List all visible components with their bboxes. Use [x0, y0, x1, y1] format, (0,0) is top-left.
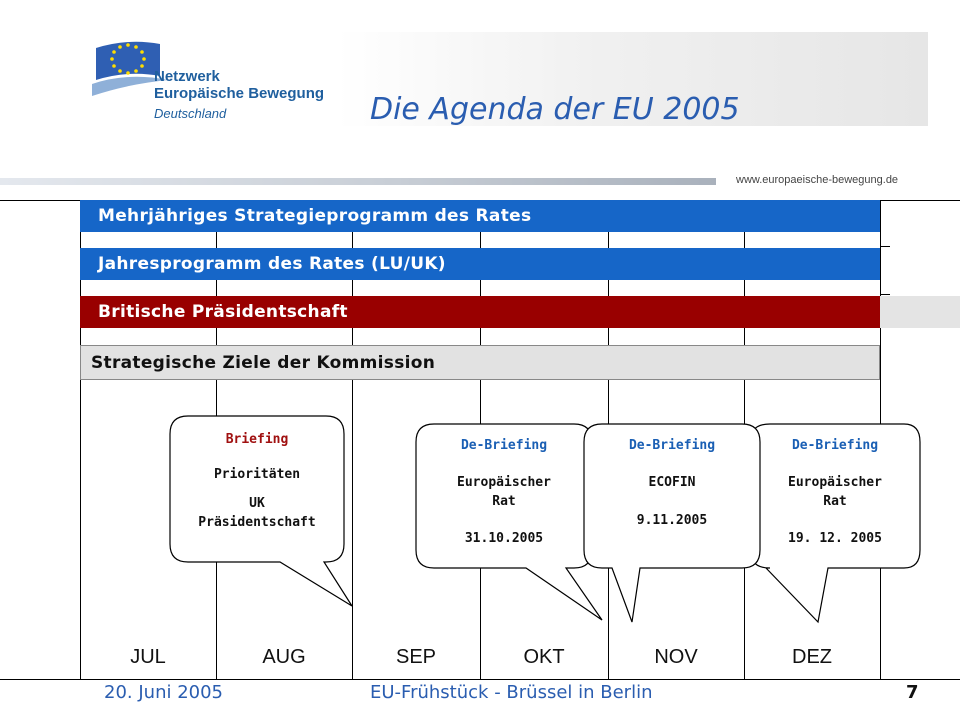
month-label-sep: SEP: [395, 646, 437, 668]
callout-line: Europäischer: [788, 475, 882, 490]
page-number: 7: [906, 682, 919, 703]
logo-text-line3: Deutschland: [154, 106, 227, 121]
callout-text-debriefing-oct: [422, 436, 586, 548]
bar-annual-programme: Jahresprogramm des Rates (LU/UK): [80, 248, 880, 280]
bar-british-presidency: Britische Präsidentschaft: [80, 296, 880, 328]
footer-date: 20. Juni 2005: [104, 682, 224, 703]
callout-line: Präsidentschaft: [198, 515, 316, 530]
callout-line: ECOFIN: [648, 475, 696, 490]
slide-title: Die Agenda der EU 2005: [370, 92, 740, 127]
callout-text-briefing: [176, 430, 338, 532]
callout-text-debriefing-ecofin: [590, 436, 754, 530]
callout-heading: De-Briefing: [628, 438, 716, 453]
callout-line: Rat: [823, 494, 847, 509]
bar-commission-goals: Strategische Ziele der Kommission: [80, 345, 880, 380]
logo-text-line1: Netzwerk: [154, 68, 220, 85]
logo-text-line2: Europäische Bewegung: [154, 85, 325, 102]
callout-heading: Briefing: [225, 432, 289, 447]
callout-heading: De-Briefing: [791, 438, 879, 453]
month-label-jul: JUL: [130, 646, 166, 668]
callout-heading: De-Briefing: [460, 438, 548, 453]
callout-line: Prioritäten: [213, 467, 301, 482]
callout-line: 9.11.2005: [636, 513, 708, 528]
callout-line: Rat: [492, 494, 516, 509]
month-label-dez: DEZ: [792, 646, 832, 668]
callout-line: UK: [249, 496, 265, 511]
bar-strategy-programme: Mehrjähriges Strategieprogramm des Rates: [80, 200, 880, 232]
website-url: www.europaeische-bewegung.de: [736, 174, 899, 186]
callout-text-debriefing-dec: [754, 436, 916, 548]
month-label-aug: AUG: [262, 646, 306, 668]
callout-line: 31.10.2005: [464, 531, 544, 546]
month-label-okt: OKT: [523, 646, 565, 668]
callout-line: 19. 12. 2005: [788, 531, 882, 546]
callout-line: Europäischer: [457, 475, 551, 490]
footer-event: EU-Frühstück - Brüssel in Berlin: [370, 682, 653, 703]
month-label-nov: NOV: [654, 646, 698, 668]
